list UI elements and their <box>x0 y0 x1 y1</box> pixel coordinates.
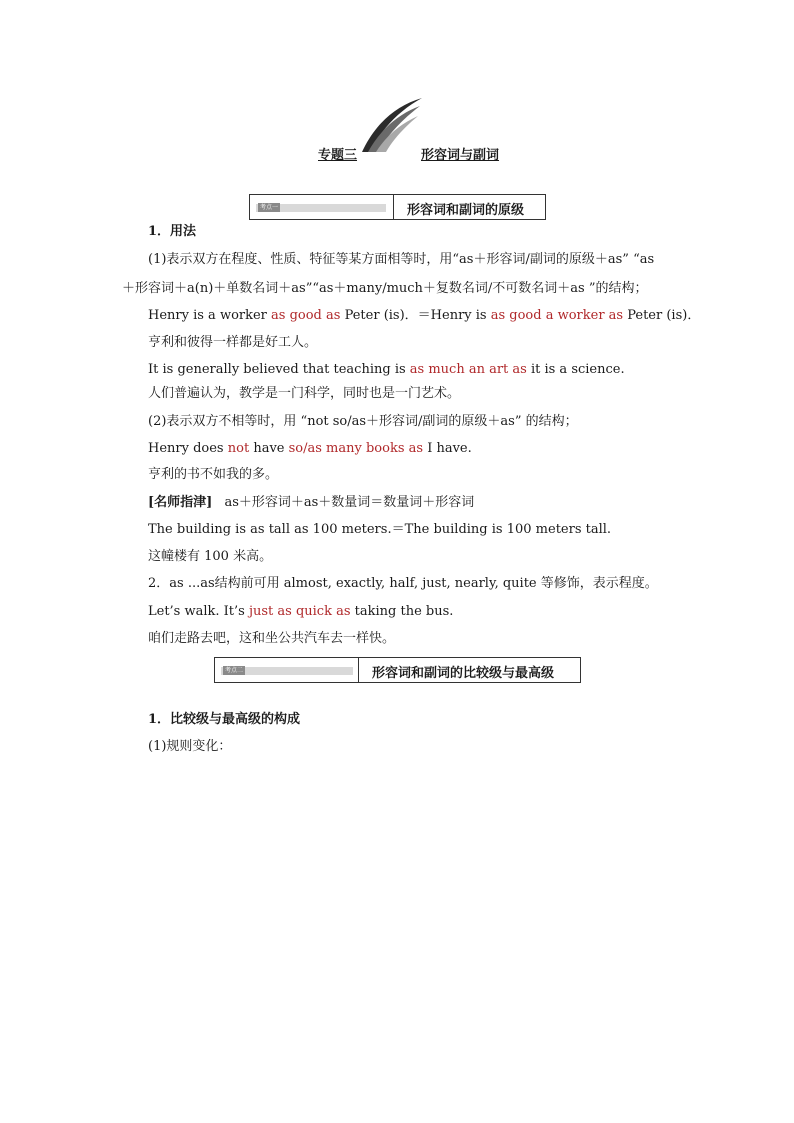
example-text: Henry is a worker <box>148 308 272 323</box>
translation-5: 咱们走路去吧，这和坐公共汽车去一样快。 <box>148 631 396 646</box>
example-text: Peter (is)．＝Henry is <box>340 308 491 323</box>
heading-modifiers: 2．as ...as结构前可用 almost, exactly, half, just, nearly, quite 等修饰，表示程度。 <box>148 576 658 591</box>
highlight-phrase: as good a worker as <box>490 308 624 323</box>
header-right-title: 形容词与副词 <box>421 148 500 163</box>
highlight-phrase: so/as many books as <box>288 441 424 456</box>
section-tag-bar <box>256 204 386 212</box>
section-tag-1: 考点一 <box>260 204 279 211</box>
heading-formation: 1．比较级与最高级的构成 <box>148 712 301 727</box>
highlight-phrase: not <box>227 441 250 456</box>
example-text: taking the bus. <box>350 604 454 619</box>
example-4: The building is as tall as 100 meters.＝The building is 100 meters tall. <box>148 522 612 537</box>
example-5 <box>148 604 453 620</box>
example-text: It is generally believed that teaching is <box>148 362 410 377</box>
translation-2: 人们普遍认为，教学是一门科学，同时也是一门艺术。 <box>148 386 461 401</box>
rule-2: (2)表示双方不相等时，用 “not so/as＋形容词/副词的原级＋as” 的结构； <box>148 414 578 429</box>
section-divider <box>358 658 359 682</box>
teacher-tip <box>148 495 474 511</box>
example-text: have <box>249 441 289 456</box>
tip-text: as＋形容词＋as＋数量词＝数量词＋形容词 <box>224 495 475 510</box>
rule-1-line-2: ＋形容词＋a(n)＋单数名词＋as”“as＋many/much＋复数名词/不可数名词＋as ”的结构； <box>122 281 648 296</box>
section-title-1: 形容词和副词的原级 <box>407 203 525 218</box>
header-left-title: 专题三 <box>318 148 358 163</box>
rule-regular-changes: (1)规则变化： <box>148 739 232 754</box>
section-header-2 <box>214 657 581 683</box>
highlight-phrase: just as quick as <box>248 604 351 619</box>
highlight-phrase: as much an art as <box>409 362 527 377</box>
tip-label: [名师指津] <box>148 495 213 510</box>
header-swoosh-logo <box>360 96 424 154</box>
section-divider <box>393 195 394 219</box>
example-text: Let’s walk. It’s <box>148 604 249 619</box>
example-1 <box>148 308 700 324</box>
example-text: Henry does <box>148 441 228 456</box>
rule-1-line-1: (1)表示双方在程度、性质、特征等某方面相等时，用“as＋形容词/副词的原级＋as” “as <box>148 252 655 267</box>
translation-1: 亨利和彼得一样都是好工人。 <box>148 335 318 350</box>
section-tag-2: 考点二 <box>225 667 244 674</box>
heading-usage: 1．用法 <box>148 224 197 239</box>
example-text: it is a science. <box>526 362 625 377</box>
example-text: I have. <box>423 441 472 456</box>
example-3 <box>148 441 472 457</box>
section-tag-bar <box>221 667 353 675</box>
section-title-2: 形容词和副词的比较级与最高级 <box>372 666 555 681</box>
section-header-1 <box>249 194 546 220</box>
translation-3: 亨利的书不如我的多。 <box>148 467 279 482</box>
translation-4: 这幢楼有 100 米高。 <box>148 549 273 564</box>
example-2 <box>148 362 625 378</box>
example-text: Peter (is)． <box>623 308 701 323</box>
highlight-phrase: as good as <box>271 308 341 323</box>
